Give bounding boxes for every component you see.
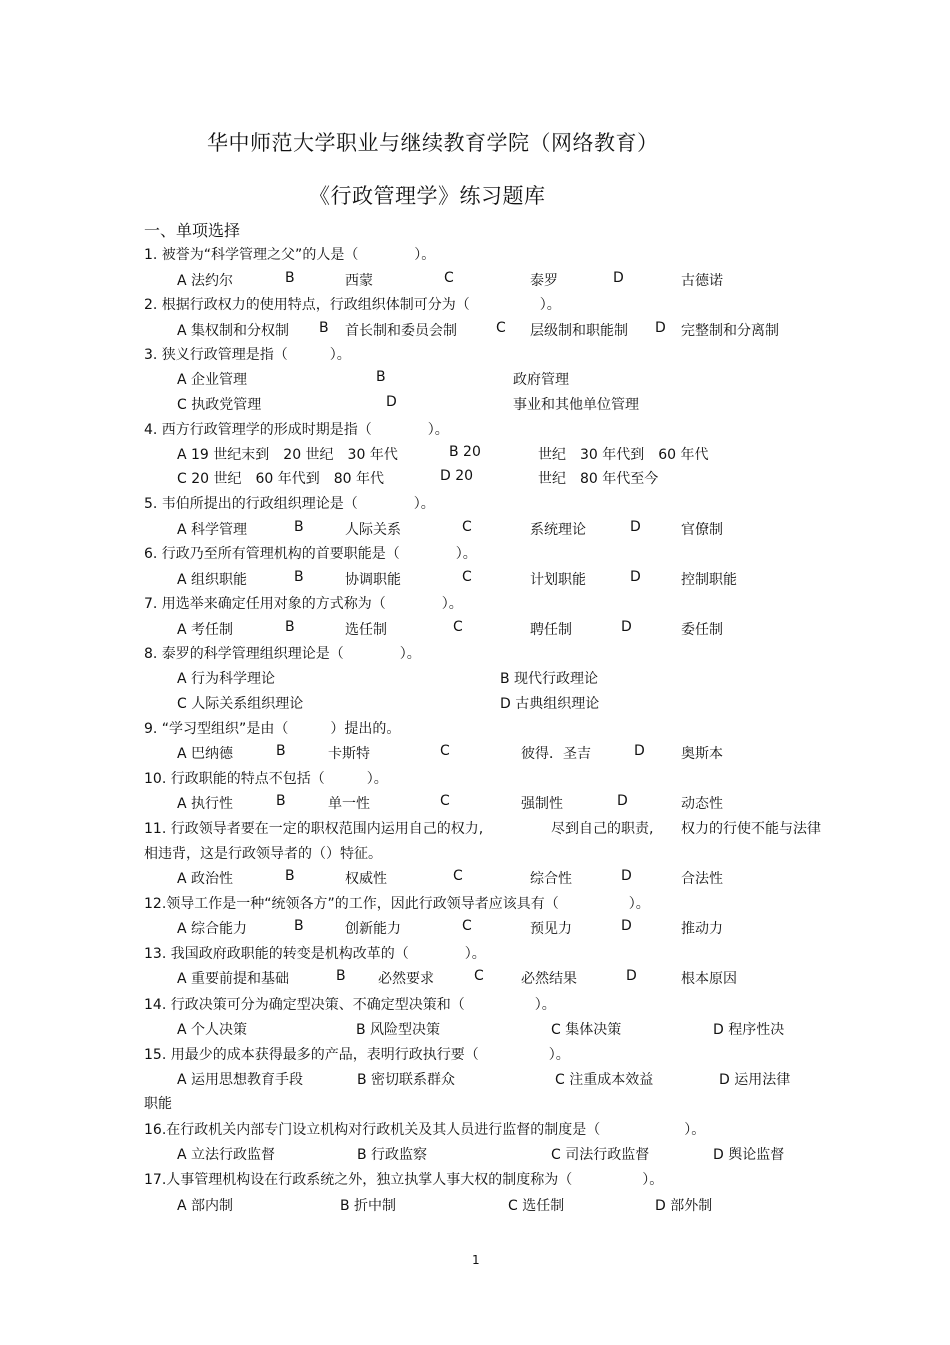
- option-c-letter: C: [462, 569, 472, 585]
- question-15: 15. 用最少的成本获得最多的产品，表明行政执行要（ ）。: [144, 1047, 570, 1063]
- option-a: A 法约尔: [177, 273, 234, 289]
- option-c: C 集体决策: [551, 1022, 622, 1038]
- option-d: D 运用法律: [719, 1072, 791, 1088]
- option-a: A 综合能力: [177, 921, 248, 937]
- question-2: 2. 根据行政权力的使用特点，行政组织体制可分为（ ）。: [144, 297, 561, 313]
- option-b-letter: B: [294, 918, 304, 934]
- question-5: 5. 韦伯所提出的行政组织理论是（ ）。: [144, 496, 435, 512]
- option-d: 事业和其他单位管理: [513, 397, 639, 413]
- question-13: 13. 我国政府政职能的转变是机构改革的（ ）。: [144, 946, 486, 962]
- option-a: A 执行性: [177, 796, 234, 812]
- option-b-letter: B 20: [449, 444, 481, 460]
- question-11: 11. 行政领导者要在一定的职权范围内运用自己的权力,: [144, 821, 484, 837]
- option-c-letter: C: [474, 968, 484, 984]
- option-d: 推动力: [681, 921, 723, 937]
- option-b-letter: B: [285, 868, 295, 884]
- option-d-letter: D: [621, 619, 632, 635]
- option-a: A 19 世纪末到 20 世纪 30 年代: [177, 447, 398, 463]
- question-8: 8. 泰罗的科学管理组织理论是（ ）。: [144, 646, 421, 662]
- option-c: 必然结果: [521, 971, 577, 987]
- question-9: 9. “学习型组织”是由（ ）提出的。: [144, 721, 401, 737]
- option-d-letter: D: [655, 320, 666, 336]
- option-b: 单一性: [328, 796, 370, 812]
- option-d-letter: D 20: [440, 468, 474, 484]
- option-b: B 风险型决策: [356, 1022, 441, 1038]
- option-c: C 司法行政监督: [551, 1147, 650, 1163]
- option-b: 协调职能: [345, 572, 401, 588]
- option-d: 控制职能: [681, 572, 737, 588]
- option-c: C 选任制: [508, 1198, 565, 1214]
- question-11-line-2: 相违背，这是行政领导者的（）特征。: [144, 846, 382, 862]
- option-c: 聘任制: [530, 622, 572, 638]
- option-a: A 科学管理: [177, 522, 248, 538]
- section-heading: 一、单项选择: [144, 221, 241, 240]
- question-1: 1. 被誉为“科学管理之父”的人是（ ）。: [144, 247, 436, 263]
- option-c-letter: C: [440, 743, 450, 759]
- option-c: 预见力: [530, 921, 572, 937]
- question-14: 14. 行政决策可分为确定型决策、不确定型决策和（ ）。: [144, 997, 556, 1013]
- option-b-letter: B: [294, 519, 304, 535]
- question-11-part-2: 尽到自己的职责,: [551, 821, 654, 837]
- option-b-letter: B: [276, 793, 286, 809]
- option-a: A 组织职能: [177, 572, 248, 588]
- option-d: 奥斯本: [681, 746, 723, 762]
- question-4: 4. 西方行政管理学的形成时期是指（ ）。: [144, 422, 449, 438]
- option-b-letter: B: [276, 743, 286, 759]
- option-a: A 集权制和分权制: [177, 323, 290, 339]
- option-d-letter: D: [630, 569, 641, 585]
- option-b-letter: B: [285, 270, 295, 286]
- option-a: A 运用思想教育手段: [177, 1072, 304, 1088]
- option-b: B 行政监察: [357, 1147, 428, 1163]
- option-b-letter: B: [294, 569, 304, 585]
- option-d-letter: D: [621, 918, 632, 934]
- page-number: 1: [472, 1253, 480, 1267]
- option-d-letter: D: [621, 868, 632, 884]
- option-b: 创新能力: [345, 921, 401, 937]
- option-d-letter: D: [634, 743, 645, 759]
- option-c-letter: C: [496, 320, 506, 336]
- option-c-letter: C: [444, 270, 454, 286]
- option-c-letter: C: [462, 918, 472, 934]
- option-a: A 部内制: [177, 1198, 234, 1214]
- option-d: 古德诺: [681, 273, 723, 289]
- document-subtitle: 《行政管理学》练习题库: [309, 184, 546, 208]
- option-c: 彼得．圣吉: [521, 746, 591, 762]
- option-c-letter: C: [440, 793, 450, 809]
- question-11-part-3: 权力的行使不能与法律: [681, 821, 821, 837]
- option-d: D 部外制: [655, 1198, 713, 1214]
- option-a: A 立法行政监督: [177, 1147, 276, 1163]
- option-b: B 现代行政理论: [500, 671, 599, 687]
- option-a: A 行为科学理论: [177, 671, 276, 687]
- option-d-letter: D: [626, 968, 637, 984]
- option-c: 综合性: [530, 871, 572, 887]
- option-d: 世纪 80 年代至今: [538, 471, 659, 487]
- option-d-continuation: 职能: [144, 1096, 172, 1112]
- question-17: 17.人事管理机构设在行政系统之外，独立执掌人事大权的制度称为（ ）。: [144, 1172, 664, 1188]
- question-12: 12.领导工作是一种“统领各方”的工作，因此行政领导者应该具有（ ）。: [144, 896, 650, 912]
- option-c-letter: C: [453, 619, 463, 635]
- question-6: 6. 行政乃至所有管理机构的首要职能是（ ）。: [144, 546, 477, 562]
- question-10: 10. 行政职能的特点不包括（ ）。: [144, 771, 388, 787]
- option-b: 首长制和委员会制: [345, 323, 457, 339]
- option-d-letter: D: [630, 519, 641, 535]
- option-d: 委任制: [681, 622, 723, 638]
- option-d-letter: D: [386, 394, 397, 410]
- option-c: 泰罗: [530, 273, 558, 289]
- option-c: 强制性: [521, 796, 563, 812]
- option-b: B 折中制: [340, 1198, 397, 1214]
- option-b: B 密切联系群众: [357, 1072, 456, 1088]
- option-c: 系统理论: [530, 522, 586, 538]
- option-a: A 政治性: [177, 871, 234, 887]
- document-title: 华中师范大学职业与继续教育学院（网络教育）: [207, 131, 659, 155]
- option-a: A 企业管理: [177, 372, 248, 388]
- option-b-letter: B: [336, 968, 346, 984]
- option-b-letter: B: [319, 320, 329, 336]
- option-d: 官僚制: [681, 522, 723, 538]
- option-d: D 程序性决: [713, 1022, 785, 1038]
- option-c: C 注重成本效益: [555, 1072, 654, 1088]
- option-b: 世纪 30 年代到 60 年代: [538, 447, 709, 463]
- option-d: 完整制和分离制: [681, 323, 779, 339]
- option-b: 选任制: [345, 622, 387, 638]
- option-b: 政府管理: [513, 372, 569, 388]
- option-d: 合法性: [681, 871, 723, 887]
- option-b-letter: B: [376, 369, 386, 385]
- option-a: A 重要前提和基础: [177, 971, 290, 987]
- option-c: C 20 世纪 60 年代到 80 年代: [177, 471, 385, 487]
- question-3: 3. 狭义行政管理是指（ ）。: [144, 347, 351, 363]
- option-c-letter: C: [453, 868, 463, 884]
- option-d: 动态性: [681, 796, 723, 812]
- option-c: 层级制和职能制: [530, 323, 628, 339]
- option-d: 根本原因: [681, 971, 737, 987]
- option-b: 人际关系: [345, 522, 401, 538]
- option-c-letter: C: [462, 519, 472, 535]
- option-c: C 人际关系组织理论: [177, 696, 304, 712]
- option-d-letter: D: [613, 270, 624, 286]
- option-b-letter: B: [285, 619, 295, 635]
- option-c: 计划职能: [530, 572, 586, 588]
- question-7: 7. 用选举来确定任用对象的方式称为（ ）。: [144, 596, 463, 612]
- option-d: D 古典组织理论: [500, 696, 600, 712]
- option-b: 卡斯特: [328, 746, 370, 762]
- option-a: A 个人决策: [177, 1022, 248, 1038]
- option-b: 权威性: [345, 871, 387, 887]
- option-d: D 舆论监督: [713, 1147, 785, 1163]
- option-c: C 执政党管理: [177, 397, 262, 413]
- option-a: A 考任制: [177, 622, 234, 638]
- option-a: A 巴纳德: [177, 746, 234, 762]
- question-16: 16.在行政机关内部专门设立机构对行政机关及其人员进行监督的制度是（ ）。: [144, 1122, 706, 1138]
- option-b: 西蒙: [345, 273, 373, 289]
- option-b: 必然要求: [378, 971, 434, 987]
- option-d-letter: D: [617, 793, 628, 809]
